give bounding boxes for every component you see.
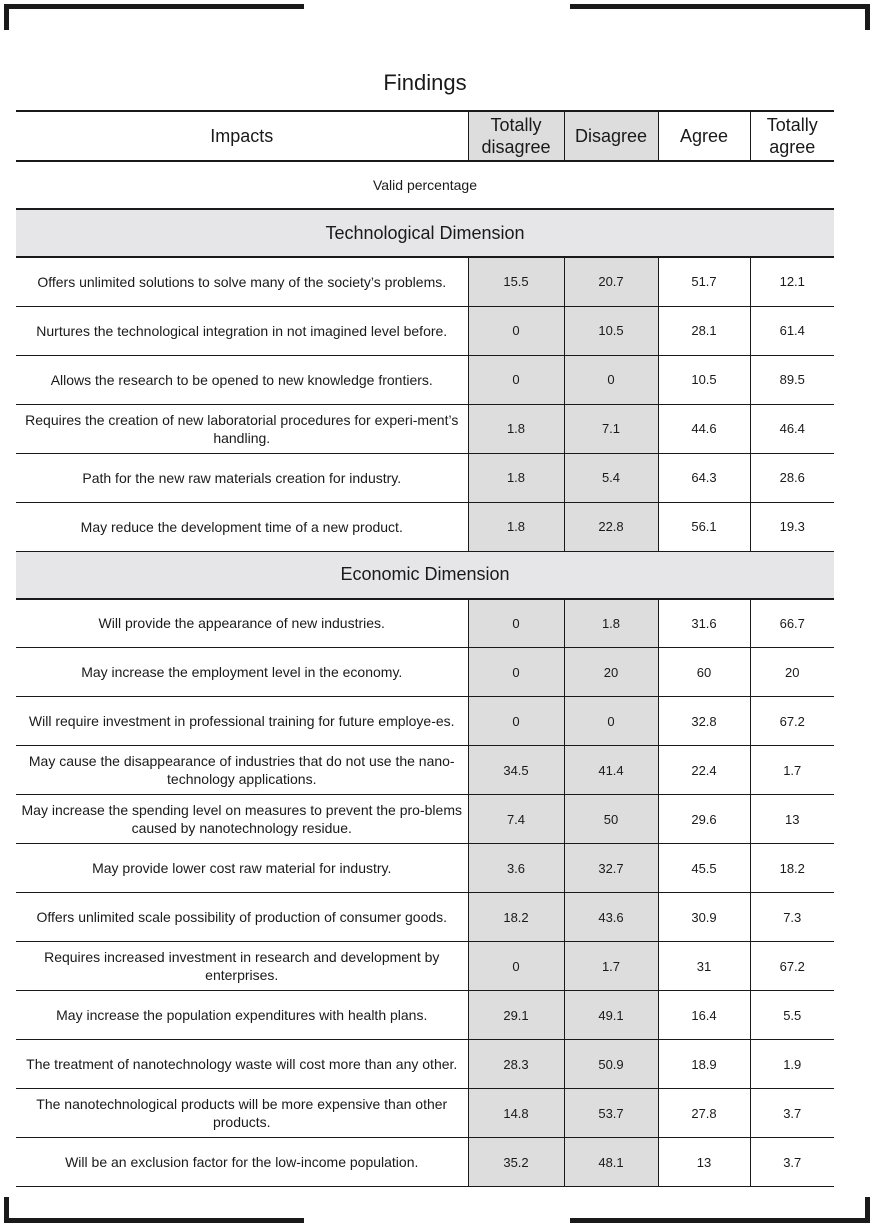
- impact-cell: May provide lower cost raw material for industry.: [16, 844, 468, 893]
- header-row: [16, 111, 834, 161]
- agree-cell: 28.1: [658, 306, 750, 355]
- table-row: [16, 893, 834, 942]
- impact-cell: The nanotechnological products will be more expensive than other products.: [16, 1089, 468, 1138]
- table-row: [16, 404, 834, 453]
- totally-disagree-cell: 15.5: [468, 257, 564, 306]
- header-disagree: Disagree: [564, 111, 658, 161]
- totally-agree-cell: 5.5: [750, 991, 834, 1040]
- disagree-cell: 5.4: [564, 453, 658, 502]
- section-title: Technological Dimension: [16, 209, 834, 257]
- frame-mark-top-right: [570, 4, 870, 9]
- disagree-cell: 50: [564, 795, 658, 844]
- impact-cell: Nurtures the technological integration in not imagined level before.: [16, 306, 468, 355]
- agree-cell: 27.8: [658, 1089, 750, 1138]
- totally-disagree-cell: 18.2: [468, 893, 564, 942]
- disagree-cell: 32.7: [564, 844, 658, 893]
- totally-agree-cell: 13: [750, 795, 834, 844]
- impact-cell: The treatment of nanotechnology waste will cost more than any other.: [16, 1040, 468, 1089]
- disagree-cell: 7.1: [564, 404, 658, 453]
- agree-cell: 29.6: [658, 795, 750, 844]
- impact-cell: Will be an exclusion factor for the low-income population.: [16, 1138, 468, 1187]
- disagree-cell: 22.8: [564, 502, 658, 551]
- disagree-cell: 20: [564, 648, 658, 697]
- totally-disagree-cell: 35.2: [468, 1138, 564, 1187]
- table-row: [16, 942, 834, 991]
- totally-agree-cell: 20: [750, 648, 834, 697]
- table-row: [16, 991, 834, 1040]
- impact-cell: Will provide the appearance of new industries.: [16, 599, 468, 648]
- impact-cell: Requires increased investment in research and development by enterprises.: [16, 942, 468, 991]
- impact-cell: Allows the research to be opened to new knowledge frontiers.: [16, 355, 468, 404]
- header-agree: Agree: [658, 111, 750, 161]
- agree-cell: 22.4: [658, 746, 750, 795]
- agree-cell: 18.9: [658, 1040, 750, 1089]
- frame-mark-bottom-left-vertical: [4, 1197, 9, 1223]
- impact-cell: Offers unlimited solutions to solve many of the society’s problems.: [16, 257, 468, 306]
- totally-agree-cell: 1.7: [750, 746, 834, 795]
- impact-cell: Path for the new raw materials creation for industry.: [16, 453, 468, 502]
- impact-cell: May reduce the development time of a new product.: [16, 502, 468, 551]
- frame-mark-bottom-left: [4, 1218, 304, 1223]
- table-row: [16, 355, 834, 404]
- disagree-cell: 53.7: [564, 1089, 658, 1138]
- frame-mark-top-left: [4, 4, 304, 9]
- totally-disagree-cell: 0: [468, 648, 564, 697]
- totally-disagree-cell: 28.3: [468, 1040, 564, 1089]
- section-row: [16, 209, 834, 257]
- table-row: [16, 1089, 834, 1138]
- disagree-cell: 0: [564, 355, 658, 404]
- disagree-cell: 48.1: [564, 1138, 658, 1187]
- table-body: [16, 161, 834, 1187]
- disagree-cell: 43.6: [564, 893, 658, 942]
- totally-agree-cell: 46.4: [750, 404, 834, 453]
- impact-cell: Requires the creation of new laboratorial procedures for experi-ment’s handling.: [16, 404, 468, 453]
- table-row: [16, 1138, 834, 1187]
- totally-disagree-cell: 0: [468, 942, 564, 991]
- subheader-valid-percentage: Valid percentage: [16, 161, 834, 209]
- table-row: [16, 453, 834, 502]
- totally-agree-cell: 67.2: [750, 942, 834, 991]
- totally-agree-cell: 28.6: [750, 453, 834, 502]
- header-totally-disagree: Totally disagree: [468, 111, 564, 161]
- table-row: [16, 795, 834, 844]
- table-row: [16, 306, 834, 355]
- totally-disagree-cell: 1.8: [468, 404, 564, 453]
- disagree-cell: 50.9: [564, 1040, 658, 1089]
- impact-cell: May increase the spending level on measures to prevent the pro-blems caused by nanotechnology residue.: [16, 795, 468, 844]
- agree-cell: 51.7: [658, 257, 750, 306]
- totally-agree-cell: 66.7: [750, 599, 834, 648]
- agree-cell: 13: [658, 1138, 750, 1187]
- totally-agree-cell: 3.7: [750, 1138, 834, 1187]
- table-row: [16, 648, 834, 697]
- agree-cell: 45.5: [658, 844, 750, 893]
- page-title: Findings: [383, 70, 467, 95]
- disagree-cell: 41.4: [564, 746, 658, 795]
- totally-agree-cell: 67.2: [750, 697, 834, 746]
- impact-cell: May increase the population expenditures with health plans.: [16, 991, 468, 1040]
- impact-cell: May increase the employment level in the economy.: [16, 648, 468, 697]
- findings-table: [16, 110, 834, 1187]
- frame-mark-bottom-right: [570, 1218, 870, 1223]
- totally-disagree-cell: 7.4: [468, 795, 564, 844]
- agree-cell: 31: [658, 942, 750, 991]
- disagree-cell: 49.1: [564, 991, 658, 1040]
- header-impacts: Impacts: [16, 111, 468, 161]
- totally-agree-cell: 1.9: [750, 1040, 834, 1089]
- totally-disagree-cell: 1.8: [468, 453, 564, 502]
- totally-agree-cell: 3.7: [750, 1089, 834, 1138]
- totally-agree-cell: 61.4: [750, 306, 834, 355]
- impact-cell: Will require investment in professional training for future employe-es.: [16, 697, 468, 746]
- totally-agree-cell: 7.3: [750, 893, 834, 942]
- totally-disagree-cell: 34.5: [468, 746, 564, 795]
- agree-cell: 56.1: [658, 502, 750, 551]
- totally-disagree-cell: 0: [468, 306, 564, 355]
- totally-agree-cell: 18.2: [750, 844, 834, 893]
- totally-agree-cell: 89.5: [750, 355, 834, 404]
- impact-cell: Offers unlimited scale possibility of production of consumer goods.: [16, 893, 468, 942]
- agree-cell: 44.6: [658, 404, 750, 453]
- agree-cell: 10.5: [658, 355, 750, 404]
- agree-cell: 32.8: [658, 697, 750, 746]
- totally-disagree-cell: 0: [468, 599, 564, 648]
- totally-disagree-cell: 3.6: [468, 844, 564, 893]
- agree-cell: 60: [658, 648, 750, 697]
- table-row: [16, 257, 834, 306]
- frame-mark-bottom-right-vertical: [865, 1197, 870, 1223]
- totally-disagree-cell: 0: [468, 697, 564, 746]
- disagree-cell: 1.8: [564, 599, 658, 648]
- table-row: [16, 599, 834, 648]
- table-row: [16, 844, 834, 893]
- table-row: [16, 502, 834, 551]
- disagree-cell: 10.5: [564, 306, 658, 355]
- totally-disagree-cell: 29.1: [468, 991, 564, 1040]
- agree-cell: 16.4: [658, 991, 750, 1040]
- frame-mark-top-left-vertical: [4, 4, 9, 30]
- disagree-cell: 0: [564, 697, 658, 746]
- table-row: [16, 697, 834, 746]
- section-row: [16, 551, 834, 599]
- header-totally-agree: Totally agree: [750, 111, 834, 161]
- agree-cell: 31.6: [658, 599, 750, 648]
- table-row: [16, 746, 834, 795]
- totally-agree-cell: 19.3: [750, 502, 834, 551]
- impact-cell: May cause the disappearance of industries that do not use the nano-technology applications.: [16, 746, 468, 795]
- totally-agree-cell: 12.1: [750, 257, 834, 306]
- agree-cell: 30.9: [658, 893, 750, 942]
- section-title: Economic Dimension: [16, 551, 834, 599]
- totally-disagree-cell: 0: [468, 355, 564, 404]
- subheader-row: [16, 161, 834, 209]
- agree-cell: 64.3: [658, 453, 750, 502]
- disagree-cell: 20.7: [564, 257, 658, 306]
- totally-disagree-cell: 14.8: [468, 1089, 564, 1138]
- table-row: [16, 1040, 834, 1089]
- disagree-cell: 1.7: [564, 942, 658, 991]
- totally-disagree-cell: 1.8: [468, 502, 564, 551]
- frame-mark-top-right-vertical: [865, 4, 870, 30]
